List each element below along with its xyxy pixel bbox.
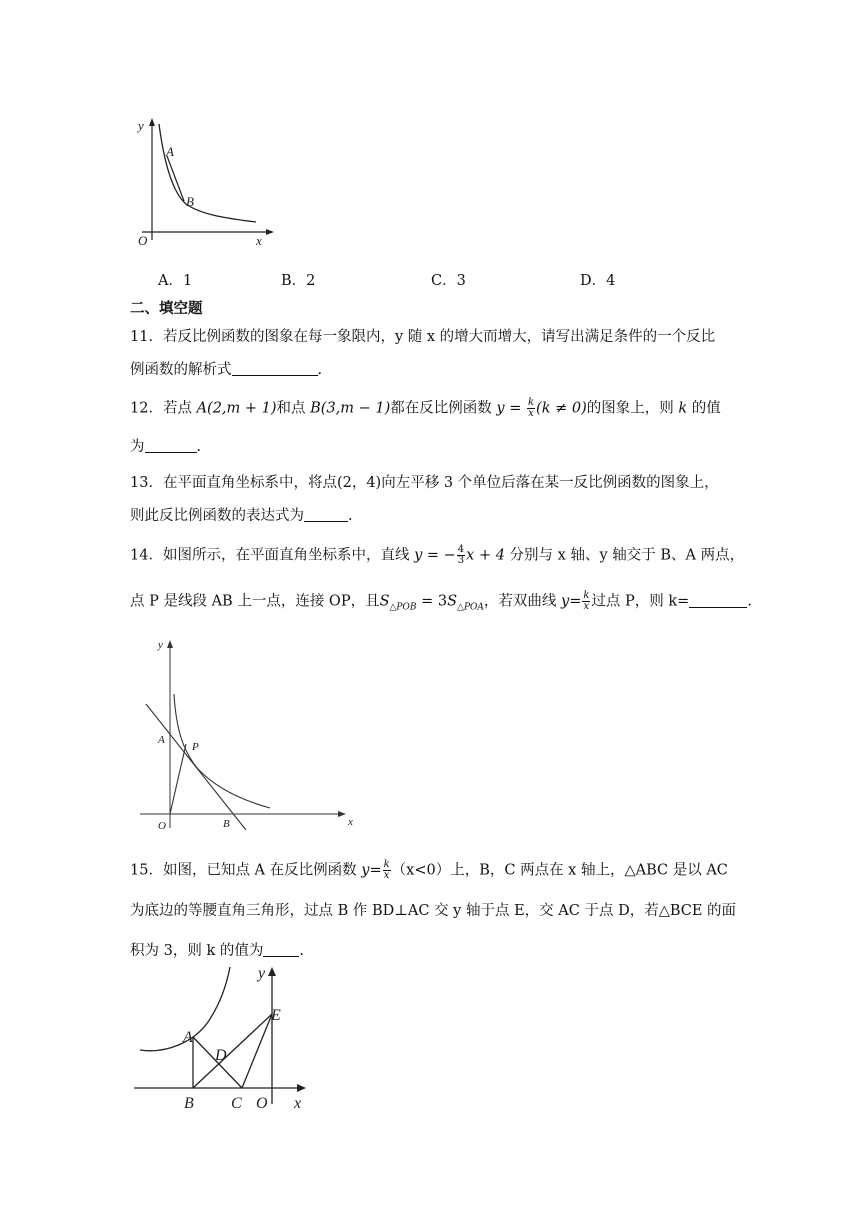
q15-answer-blank[interactable] (263, 942, 299, 957)
q14-line1: 14．如图所示，在平面直角坐标系中，直线 y = − $\frac{4}{3}$ x + 4 分别与 x 轴、y 轴交于 B、A 两点， (130, 544, 745, 566)
fig1-point-b-label: B (186, 194, 194, 209)
fig3-x-label: x (294, 1095, 302, 1112)
fig1-y-label: y (138, 118, 144, 133)
fig3-y-label: y (258, 965, 266, 982)
q15-line2: 为底边的等腰直角三角形，过点 B 作 BD⊥AC 交 y 轴于点 E，交 AC 于点 D，若△BCE 的面 (130, 903, 737, 919)
q11-answer-blank[interactable] (232, 361, 318, 376)
fig3-point-d-label: D (215, 1047, 227, 1064)
fig2-point-a-label: A (158, 734, 165, 746)
fig2-point-p-label: P (192, 741, 199, 753)
fig1-point-a-label: A (166, 144, 174, 159)
fig3-point-e-label: E (271, 1007, 281, 1024)
q15-line1: 15．如图，已知点 A 在反比例函数 y= $\frac{k}{x}$ （x<0）上，B，C 两点在 x 轴上，△ABC 是以 AC (130, 859, 728, 881)
choice-d: D．4 (580, 273, 616, 289)
choice-a: A．1 (158, 273, 193, 289)
q13-answer-blank[interactable] (304, 507, 348, 522)
figure-q10-graph (128, 112, 278, 252)
q11-line2: 例函数的解析式 . (130, 362, 323, 378)
fig2-origin-label: O (158, 820, 166, 832)
figure-q15-graph (126, 962, 316, 1112)
section-heading: 二、填空题 (130, 300, 203, 317)
fig2-x-label: x (348, 816, 353, 828)
q14-answer-blank[interactable] (689, 593, 747, 608)
fig3-point-b-label: B (184, 1095, 194, 1112)
fig2-y-label: y (158, 639, 163, 651)
fig3-point-a-label: A (183, 1029, 193, 1046)
q11-line1: 11．若反比例函数的图象在每一象限内，y 随 x 的增大而增大，请写出满足条件的一个反比 (130, 329, 716, 345)
q12-line2: 为 . (130, 439, 202, 455)
choice-b: B．2 (281, 273, 316, 289)
fig3-origin-label: O (256, 1095, 268, 1112)
fig3-point-c-label: C (231, 1095, 242, 1112)
q13-line2: 则此反比例函数的表达式为 . (130, 508, 353, 524)
q15-line3: 积为 3，则 k 的值为 . (130, 943, 304, 959)
fig1-origin-label: O (138, 233, 148, 248)
q13-line1: 13．在平面直角坐标系中，将点(2，4)向左平移 3 个单位后落在某一反比例函数的图象上， (130, 475, 719, 491)
choice-c: C．3 (431, 273, 466, 289)
figure-q14-graph (136, 632, 366, 832)
fig2-point-b-label: B (223, 818, 230, 830)
q12-line1: 12．若点 A(2,m + 1)和点 B(3,m − 1)都在反比例函数 y = $\frac{k}{x}$ (k ≠ 0)的图象上，则 k 的值 (130, 397, 721, 419)
q14-line2: 点 P 是线段 AB 上一点，连接 OP，且$S_{\triangle POB} = 3S_{\triangle POA}$，若双曲线 y= $\frac{k}{x}$ 过点 P，则 k= . (130, 590, 752, 613)
fig1-x-label: x (256, 233, 262, 248)
q12-answer-blank[interactable] (145, 438, 197, 453)
